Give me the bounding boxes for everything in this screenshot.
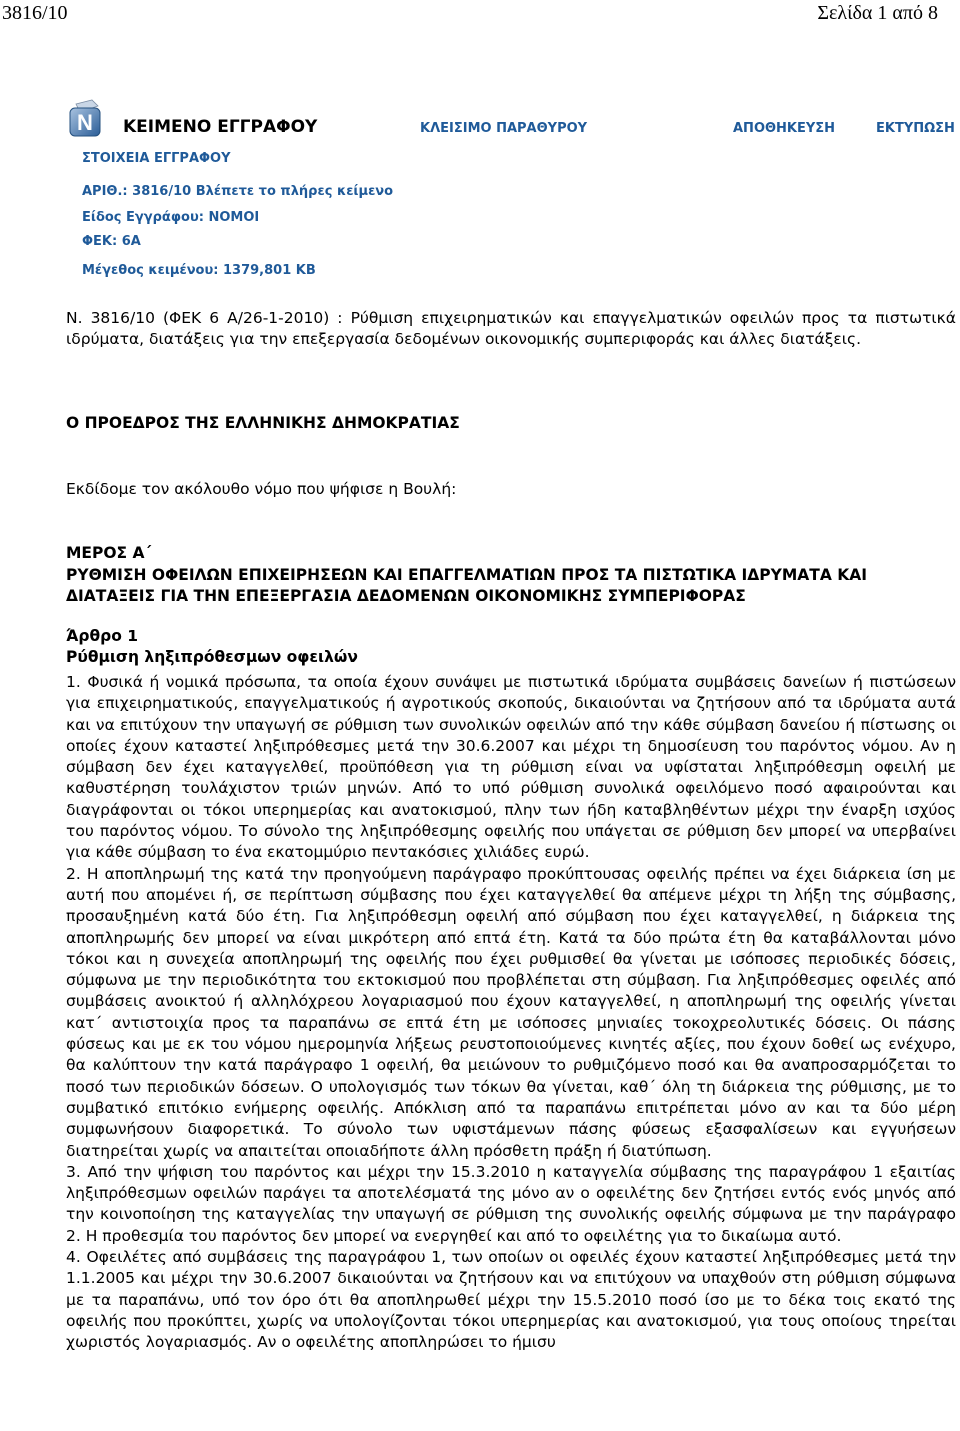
document-fek	[82, 234, 141, 249]
close-window-link[interactable]: ΚΛΕΙΣΙΜΟ ΠΑΡΑΘΥΡΟΥ	[420, 121, 588, 136]
part-heading	[66, 543, 956, 608]
document-number-label: ΑΡΙΘ.:	[82, 184, 128, 199]
document-size	[82, 263, 316, 278]
part-label: ΜΕΡΟΣ Α΄	[66, 544, 152, 562]
article-heading	[66, 626, 956, 668]
paragraph: 4. Οφειλέτες από συμβάσεις της παραγράφου 1, των οποίων οι οφειλές έχουν καταστεί ληξιπρόθεσμες μετά την 1.1.2005 και μέχρι την 30.6.2007 δικαιούνται να ζητήσουν και να επιτύχουν να υπαχθούν στη ρύθμιση σύμφωνα με τα παραπάνω, υπό τον όρο ότι θα αποπληρωθεί μέχρι την 15.5.2010 ποσό ίσο με το δέκα τοις εκατό της οφειλής που προκύπτει, χωρίς να υπολογίζονται τόκοι υπερημερίας και ανατοκισμού, για τους οποίους τηρείται χωριστός λογαριασμός. Αν ο οφειλέτης αποπληρώσει το ήμισυ	[66, 1248, 956, 1352]
part-title: ΡΥΘΜΙΣΗ ΟΦΕΙΛΩΝ ΕΠΙΧΕΙΡΗΣΕΩΝ ΚΑΙ ΕΠΑΓΓΕΛΜΑΤΙΩΝ ΠΡΟΣ ΤΑ ΠΙΣΤΩΤΙΚΑ ΙΔΡΥΜΑΤΑ ΚΑΙ ΔΙΑΤΑΞΕΙΣ ΓΙΑ ΤΗΝ ΕΠΕΞΕΡΓΑΣΙΑ ΔΕΔΟΜΕΝΩΝ ΟΙΚΟΝΟΜΙΚΗΣ ΣΥΜΠΕΡΙΦΟΡΑΣ	[66, 565, 867, 605]
full-text-link[interactable]: Βλέπετε το πλήρες κείμενο	[195, 184, 394, 199]
document-text-title: ΚΕΙΜΕΝΟ ΕΓΓΡΑΦΟΥ	[123, 117, 318, 137]
document-number	[82, 184, 393, 199]
fek-label: ΦΕΚ:	[82, 234, 118, 249]
page-indicator: Σελίδα 1 από 8	[817, 2, 938, 24]
article-label: Άρθρο 1	[66, 627, 139, 645]
paragraph: 2. Η αποπληρωμή της κατά την προηγούμενη παράγραφο προκύπτουσας οφειλής πρέπει να έχει διάρκεια ίση με αυτή που απομένει ή, σε περίπτωση σύμβασης που έχει καταγγελθεί θα απέμενε μέχρι τη λήξη της σύμβασης, προσαυξημένη κατά δύο έτη. Για ληξιπρόθεσμη οφειλή από σύμβαση που έχει καταγγελθεί, η διάρκεια της αποπληρωμής δεν μπορεί να είναι μικρότερη από επτά έτη. Κατά τα δύο πρώτα έτη θα καταβάλλονται μόνο τόκοι και η συνεχεία αποπληρωμή της οφειλής που έχει ρυθμισθεί θα γίνεται με ισόποσες περιοδικές δόσεις, σύμφωνα με την περιοδικότητα του εκτοκισμού που προβλέπεται στη σύμβαση. Για ληξιπρόθεσμες οφειλές από συμβάσεις ανοικτού ή αλληλόχρεου λογαριασμού που έχουν καταγγελθεί, η αποπληρωμή της οφειλής γίνεται κατ΄ αντιστοιχία προς τα παραπάνω σε επτά έτη με ισόποσες μηνιαίες τοκοχρεολυτικές δόσεις. Οι πάσης φύσεως και με εκ του νόμου ημερομηνία λήξεως ρευστοποιούμενες κινητές αξίες, που έχουν δοθεί ως ενέχυρο, θα καλύπτουν την κατά παράγραφο 1 οφειλή, θα μειώνουν το ρυθμιζόμενο ποσό και θα αναπροσαρμόζεται το ποσό των περιοδικών δόσεων. Ο υπολογισμός των τόκων θα γίνεται, καθ΄ όλη τη διάρκεια της ρύθμισης, με το συμβατικό επιτόκιο ενήμερης οφειλής. Απόκλιση από τα παραπάνω επιτρέπεται μόνο αν και τα δύο μέρη συμφωνήσουν διαφορετικά. Το σύνολο των υφιστάμενων πάσης φύσεως εξασφαλίσεων και εγγυήσεων διατηρείται χωρίς να απαιτείται οποιαδήποτε άλλη πρόσθετη πράξη ή διατύπωση.	[66, 864, 956, 1160]
article-title: Ρύθμιση ληξιπρόθεσμων οφειλών	[66, 648, 358, 666]
paragraph: 3. Από την ψήφιση του παρόντος και μέχρι την 15.3.2010 η καταγγελία σύμβασης της παραγράφου 1 εξαιτίας ληξιπρόθεσμων οφειλών παράγει τα αποτελέσματά της μόνο αν ο οφειλέτης δεν ζητήσει εντός ενός μηνός από την κοινοποίηση της καταγγελίας την υπαγωγή σε ρύθμιση της συνολικής οφειλής σύμφωνα με την παράγραφο 2. Η προθεσμία του παρόντος δεν μπορεί να ενεργηθεί και από το οφειλέτης για το δικαίωμα αυτό.	[66, 1162, 956, 1245]
document-type-value: ΝΟΜΟΙ	[208, 210, 260, 225]
document-details-heading: ΣΤΟΙΧΕΙΑ ΕΓΓΡΑΦΟΥ	[82, 151, 231, 166]
document-type-label: Είδος Εγγράφου:	[82, 210, 204, 225]
toolbar	[0, 117, 960, 139]
page-header-doc-id: 3816/10	[2, 2, 68, 24]
document-type	[82, 210, 259, 225]
page-header	[0, 0, 960, 28]
article-body	[66, 672, 956, 1354]
enactment-formula: Εκδίδομε τον ακόλουθο νόμο που ψήφισε η Βουλή:	[66, 480, 457, 498]
law-title: Ν. 3816/10 (ΦΕΚ 6 Α/26-1-2010) : Ρύθμιση επιχειρηματικών και επαγγελματικών οφειλών προς τα πιστωτικά ιδρύματα, διατάξεις για την επεξεργασία δεδομένων οικονομικής συμπεριφοράς και άλλες διατάξεις.	[66, 309, 956, 349]
paragraph: 1. Φυσικά ή νομικά πρόσωπα, τα οποία έχουν συνάψει με πιστωτικά ιδρύματα συμβάσεις δανείων ή πιστώσεων για επιχειρηματικούς, επαγγελματικούς ή αγροτικούς σκοπούς, δικαιούνται να ζητήσουν από τα ιδρύματα αυτά και να επιτύχουν την υπαγωγή σε ρύθμιση των συνολικών οφειλών από την κάθε σύμβαση δανείου ή πίστωσης οι οποίες έχουν καταστεί ληξιπρόθεσμες μετά την 30.6.2007 και μέχρι τη δημοσίευση του παρόντος νόμου. Αν η σύμβαση δεν έχει καταγγελθεί, προϋπόθεση για τη ρύθμιση είναι να υφίσταται ληξιπρόθεσμη οφειλή με καθυστέρηση τουλάχιστον τριών μηνών. Από το υπό ρύθμιση συνολικά οφειλόμενο ποσό αφαιρούνται και διαγράφονται οι τόκοι υπερημερίας και ανατοκισμού, πλην των ήδη καταβληθέντων μέχρι την έναρξη ισχύος του παρόντος νόμου. Το σύνολο της ληξιπρόθεσμης οφειλής που υπάγεται σε ρύθμιση δεν μπορεί να υπερβαίνει για κάθε σύμβαση το ένα εκατομμύριο πεντακόσιες χιλιάδες ευρώ.	[66, 673, 956, 862]
president-heading: Ο ΠΡΟΕΔΡΟΣ ΤΗΣ ΕΛΛΗΝΙΚΗΣ ΔΗΜΟΚΡΑΤΙΑΣ	[66, 414, 460, 432]
print-link[interactable]: ΕΚΤΥΠΩΣΗ	[876, 121, 955, 136]
svg-text:N: N	[77, 110, 93, 135]
fek-value: 6Α	[121, 234, 141, 249]
size-label: Μέγεθος κειμένου:	[82, 263, 219, 278]
document-number-value: 3816/10	[132, 184, 192, 199]
size-value: 1379,801 KB	[223, 263, 316, 278]
save-link[interactable]: ΑΠΟΘΗΚΕΥΣΗ	[733, 121, 836, 136]
